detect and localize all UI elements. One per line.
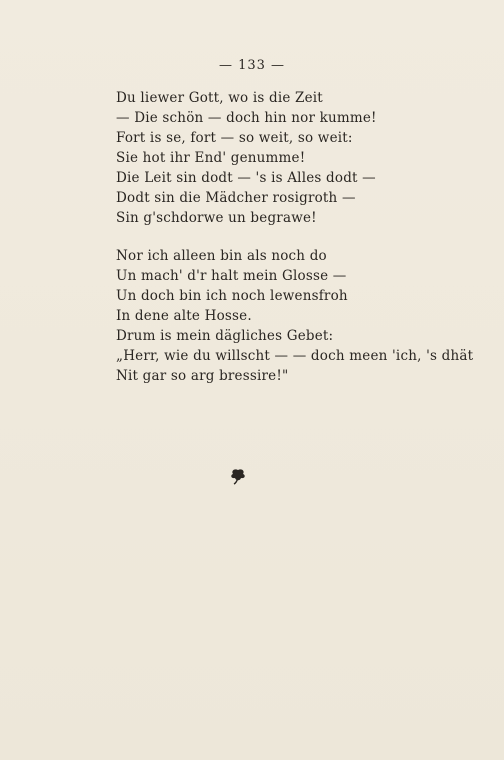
poem-line: Dodt sin die Mädcher rosigroth —: [116, 190, 356, 206]
poem-line: Sie hot ihr End' genumme!: [116, 150, 306, 166]
fleuron-icon: [228, 466, 248, 486]
poem-line: Sin g'schdorwe un begrawe!: [116, 210, 317, 226]
poem-line: Nit gar so arg bressire!": [116, 368, 289, 384]
poem-line: In dene alte Hosse.: [116, 308, 252, 324]
poem-line: — Die schön — doch hin nor kumme!: [116, 110, 377, 126]
stanza-1: [116, 88, 377, 228]
poem-line: „Herr, wie du willscht — — doch meen 'ich, 's dhät: [116, 348, 474, 364]
poem-line: Fort is se, fort — so weit, so weit:: [116, 130, 353, 146]
poem-line: Nor ich alleen bin als noch do: [116, 248, 327, 264]
poem-line: Du liewer Gott, wo is die Zeit: [116, 90, 323, 106]
poem-line: Drum is mein dägliches Gebet:: [116, 328, 334, 344]
page-number: — 133 —: [218, 58, 286, 73]
poem-line: Die Leit sin dodt — 's is Alles dodt —: [116, 170, 376, 186]
poem-line: Un doch bin ich noch lewensfroh: [116, 288, 348, 304]
poem-line: Un mach' d'r halt mein Glosse —: [116, 268, 347, 284]
stanza-2: [116, 246, 473, 386]
